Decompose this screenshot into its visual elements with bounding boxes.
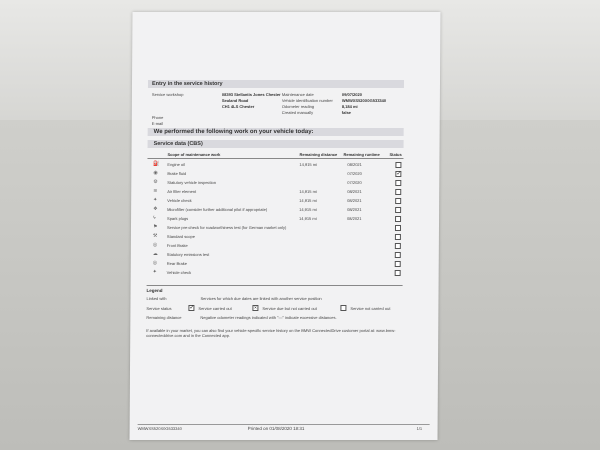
status-checkbox <box>395 198 401 204</box>
emissions-icon: ☁ <box>152 251 158 257</box>
service-title: Service data (CBS) <box>153 141 203 147</box>
row-scope: Engine oil <box>167 162 186 167</box>
row-scope: Standard scope <box>166 234 195 239</box>
entry-title: Entry in the service history <box>151 81 223 87</box>
created-manually-label: Created manually <box>281 110 314 115</box>
vehicle-check-icon: ✦ <box>152 269 157 275</box>
linked-label: Linked with <box>146 296 167 301</box>
vin-value: WMWXS520X0G533340 <box>341 98 387 103</box>
row-distance: 14,915 mi <box>299 216 317 221</box>
phone-label: Phone <box>151 115 164 120</box>
legend-status-not-done: Service not carried out <box>350 306 391 311</box>
service-history-page <box>130 12 441 440</box>
legend-status-done: Service carried out <box>198 306 232 311</box>
row-scope: Statutory vehicle inspection <box>167 180 217 185</box>
brake-fluid-icon: ◉ <box>153 170 158 176</box>
legend-status-due: Service due but not carried out <box>262 306 317 311</box>
distance-label: Remaining distance <box>146 315 182 320</box>
row-distance: 14,915 mi <box>299 198 317 203</box>
status-checkbox <box>395 270 401 276</box>
status-label: Service status <box>146 306 172 311</box>
status-checkbox: ✓ <box>396 170 402 177</box>
portal-note: If available in your market, you can also find your vehicle-specific service history on the BMW ConnectedDrive customer portal at: www.bmw-connecteddrive.com and in the Connected app. <box>146 328 396 338</box>
maintenance-date-value: 09/07/2020 <box>341 92 362 97</box>
row-scope: Front Brake <box>166 243 188 248</box>
header-rule <box>147 158 403 159</box>
status-checkbox <box>395 252 401 258</box>
distance-text: Negative odometer readings indicated with "—" indicate excessive distances. <box>200 315 337 320</box>
status-checkbox <box>395 180 401 186</box>
status-checkbox <box>395 234 401 240</box>
legend-checked-box: ✓ <box>189 305 195 311</box>
footer-rule <box>138 424 430 425</box>
odometer-label: Odometer reading <box>281 104 315 109</box>
row-runtime: 08/2021 <box>347 216 362 221</box>
status-checkbox <box>395 261 401 267</box>
row-scope: Service pre-check for roadworthiness test (for German market only) <box>166 225 287 230</box>
legend-title: Legend <box>146 288 163 293</box>
status-checkbox <box>395 162 401 168</box>
row-runtime: 08/2021 <box>347 207 362 212</box>
row-runtime: 08/2021 <box>347 198 362 203</box>
legend-due-box: × <box>253 305 257 311</box>
vehicle-check-icon: ✦ <box>153 197 158 203</box>
status-checkbox <box>395 243 401 249</box>
workshop-value: 08393 Stellantis Jones Chester Sealand Road CH1 4LS Chester <box>221 92 281 109</box>
row-scope: Brake fluid <box>167 171 187 176</box>
legend-not-done-box <box>340 305 346 311</box>
oil-icon: ⛽ <box>153 161 160 167</box>
row-distance: 14,915 mi <box>299 162 318 167</box>
footer-vin: WMWXS520X0G533340 <box>137 426 182 431</box>
email-label: E-mail <box>151 121 164 126</box>
rear-brake-icon: ◎ <box>152 260 158 266</box>
row-distance: 14,915 mi <box>299 207 317 212</box>
col-scope: Scope of maintenance work <box>167 152 221 157</box>
col-runtime: Remaining runtime <box>343 152 380 157</box>
col-status: Status <box>389 152 402 157</box>
air-filter-icon: ≋ <box>153 188 158 194</box>
spark-plug-icon: ϟ <box>153 215 156 221</box>
row-scope: Vehicle check <box>167 198 192 203</box>
footer-printed: Printed on 01/08/2020 18:31 <box>247 426 305 431</box>
row-runtime: 07/2020 <box>347 180 362 185</box>
status-checkbox <box>395 189 401 195</box>
table-bottom-rule <box>147 285 403 286</box>
row-scope: Vehicle check <box>166 270 192 275</box>
front-brake-icon: ◎ <box>152 242 158 248</box>
row-runtime: 08/2021 <box>347 162 362 167</box>
linked-text: Services for which due dates are linked with another service position <box>200 296 322 301</box>
row-scope: Rear Brake <box>166 261 187 266</box>
row-distance: 14,915 mi <box>299 189 317 194</box>
row-scope: Statutory emissions test <box>166 252 210 257</box>
row-scope: Air filter element <box>167 189 197 194</box>
status-checkbox <box>395 225 401 231</box>
inspection-icon: ⚙ <box>153 179 158 185</box>
row-runtime: 08/2021 <box>347 189 362 194</box>
row-scope: Spark plugs <box>167 216 189 221</box>
col-distance: Remaining distance <box>299 152 338 157</box>
created-manually-value: false <box>341 110 351 115</box>
odometer-value: 8,184 mi <box>341 104 358 109</box>
pre-check-icon: ⚑ <box>152 224 158 230</box>
microfilter-icon: ❖ <box>153 206 158 212</box>
workshop-label: Service workshop <box>151 92 184 97</box>
maintenance-date-label: Maintenance date <box>281 92 314 97</box>
status-checkbox <box>395 207 401 213</box>
status-checkbox <box>395 216 401 222</box>
row-scope: Microfilter (consider further additional pilot if appropriate) <box>167 207 268 212</box>
row-runtime: 07/2020 <box>347 171 362 176</box>
scope-icon: ⚒ <box>152 233 158 239</box>
work-title: We performed the following work on your vehicle today: <box>153 129 314 135</box>
footer-page: 1/1 <box>416 426 423 431</box>
vin-label: Vehicle identification number <box>281 98 333 103</box>
